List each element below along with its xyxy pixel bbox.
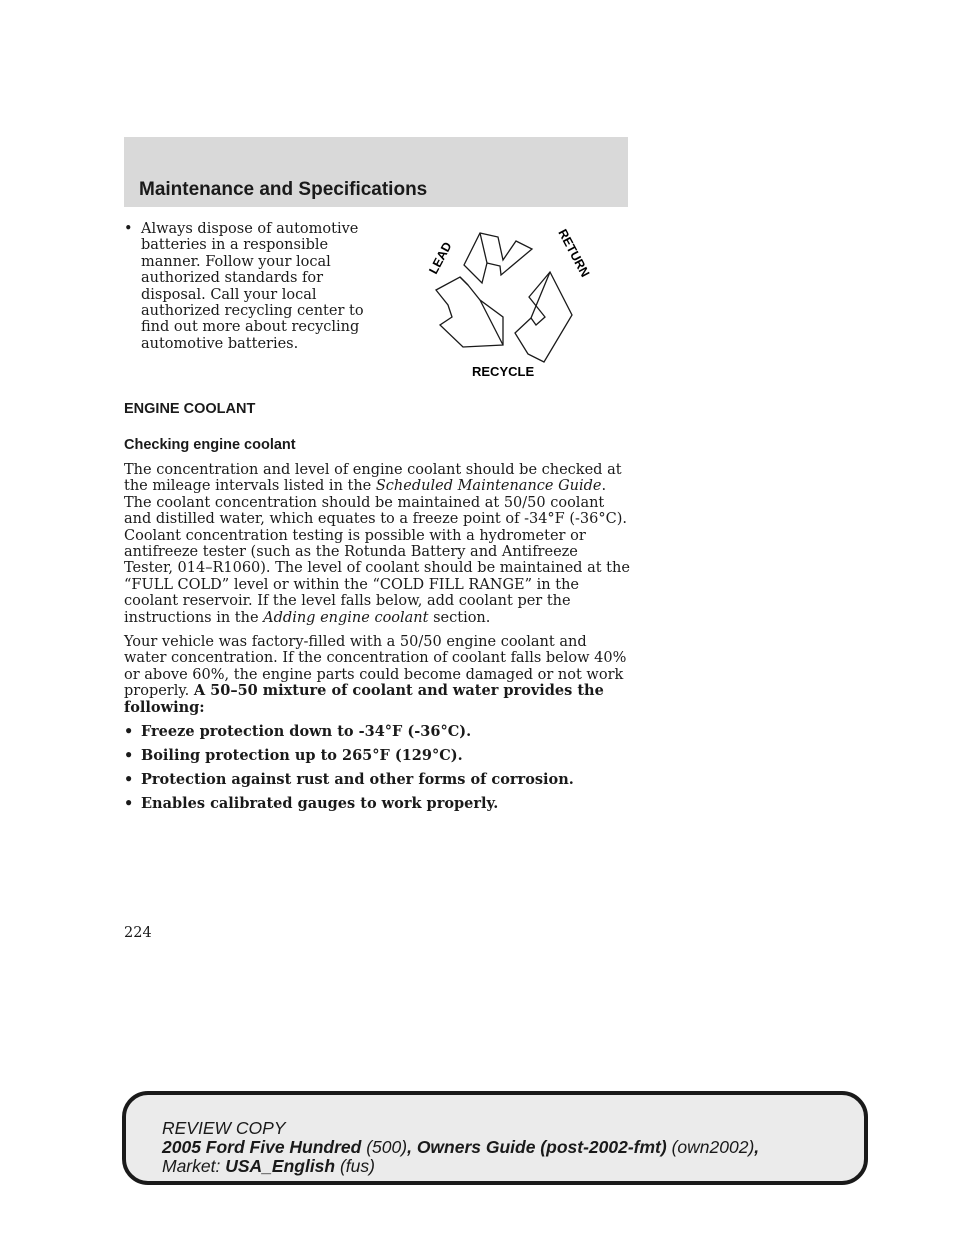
list-item: • Boiling protection up to 265°F (129°C).	[124, 747, 463, 765]
coolant-benefits-list	[124, 724, 630, 812]
lead-label: LEAD	[426, 239, 455, 277]
review-copy-box	[122, 1091, 868, 1185]
bullet-icon: •	[124, 795, 134, 813]
battery-disposal-note	[124, 221, 384, 352]
list-item: • Freeze protection down to -34°F (-36°C).	[124, 723, 472, 741]
review-copy-line: REVIEW COPY	[162, 1118, 286, 1138]
return-label: RETURN	[555, 226, 593, 280]
coolant-paragraph-2: Your vehicle was factory-filled with a 50/50 engine coolant and water concentration. If the concentration of coolant falls below 40% or above 60%, the engine parts could become damaged or not work properly. A 50–50 mixture of coolant and water provides the following:	[124, 634, 627, 716]
bullet-icon: •	[124, 771, 134, 789]
list-item: • Enables calibrated gauges to work properly.	[124, 795, 499, 813]
bullet-icon: •	[124, 723, 134, 741]
checking-coolant-subheading: Checking engine coolant	[124, 437, 296, 453]
page-number: 224	[124, 925, 152, 941]
list-item	[124, 221, 384, 352]
adding-coolant-ref: Adding engine coolant	[263, 609, 429, 626]
document-id-line: 2005 Ford Five Hundred (500), Owners Guide (post-2002-fmt) (own2002),	[162, 1137, 760, 1157]
bullet-icon: •	[124, 221, 133, 237]
mixture-benefits-lead: A 50–50 mixture of coolant and water provides the following:	[124, 682, 604, 716]
market-line: Market: USA_English (fus)	[162, 1156, 375, 1176]
lead-recycle-figure	[420, 225, 602, 385]
recycle-arrows-icon	[420, 225, 602, 385]
maintenance-guide-ref: Scheduled Maintenance Guide	[375, 478, 602, 495]
list-item: • Protection against rust and other forms of corrosion.	[124, 771, 574, 789]
review-copy-text	[162, 1119, 759, 1176]
bullet-icon: •	[124, 747, 134, 765]
section-title: Maintenance and Specifications	[139, 179, 428, 200]
coolant-body	[124, 462, 630, 820]
engine-coolant-heading: ENGINE COOLANT	[124, 401, 256, 417]
battery-disposal-text: Always dispose of automotive batteries in a responsible manner. Follow your local authorized standards for disposal. Call your local authorized recycling center to find out more about recycling automotive batteries.	[141, 221, 364, 352]
recycle-label: RECYCLE	[472, 364, 535, 379]
coolant-paragraph-1: The concentration and level of engine coolant should be checked at the mileage intervals listed in the Scheduled Maintenance Guide. The coolant concentration should be maintained at 50/50 coolant and distilled water, which equates to a freeze point of -34°F (-36°C). Coolant concentration testing is possible with a hydrometer or antifreeze tester (such as the Rotunda Battery and Antifreeze Tester, 014–R1060). The level of coolant should be maintained at the “FULL COLD” level or within the “COLD FILL RANGE” in the coolant reservoir. If the level falls below, add coolant per the instructions in the Adding engine coolant section.	[124, 462, 630, 626]
section-header-band	[124, 137, 628, 207]
